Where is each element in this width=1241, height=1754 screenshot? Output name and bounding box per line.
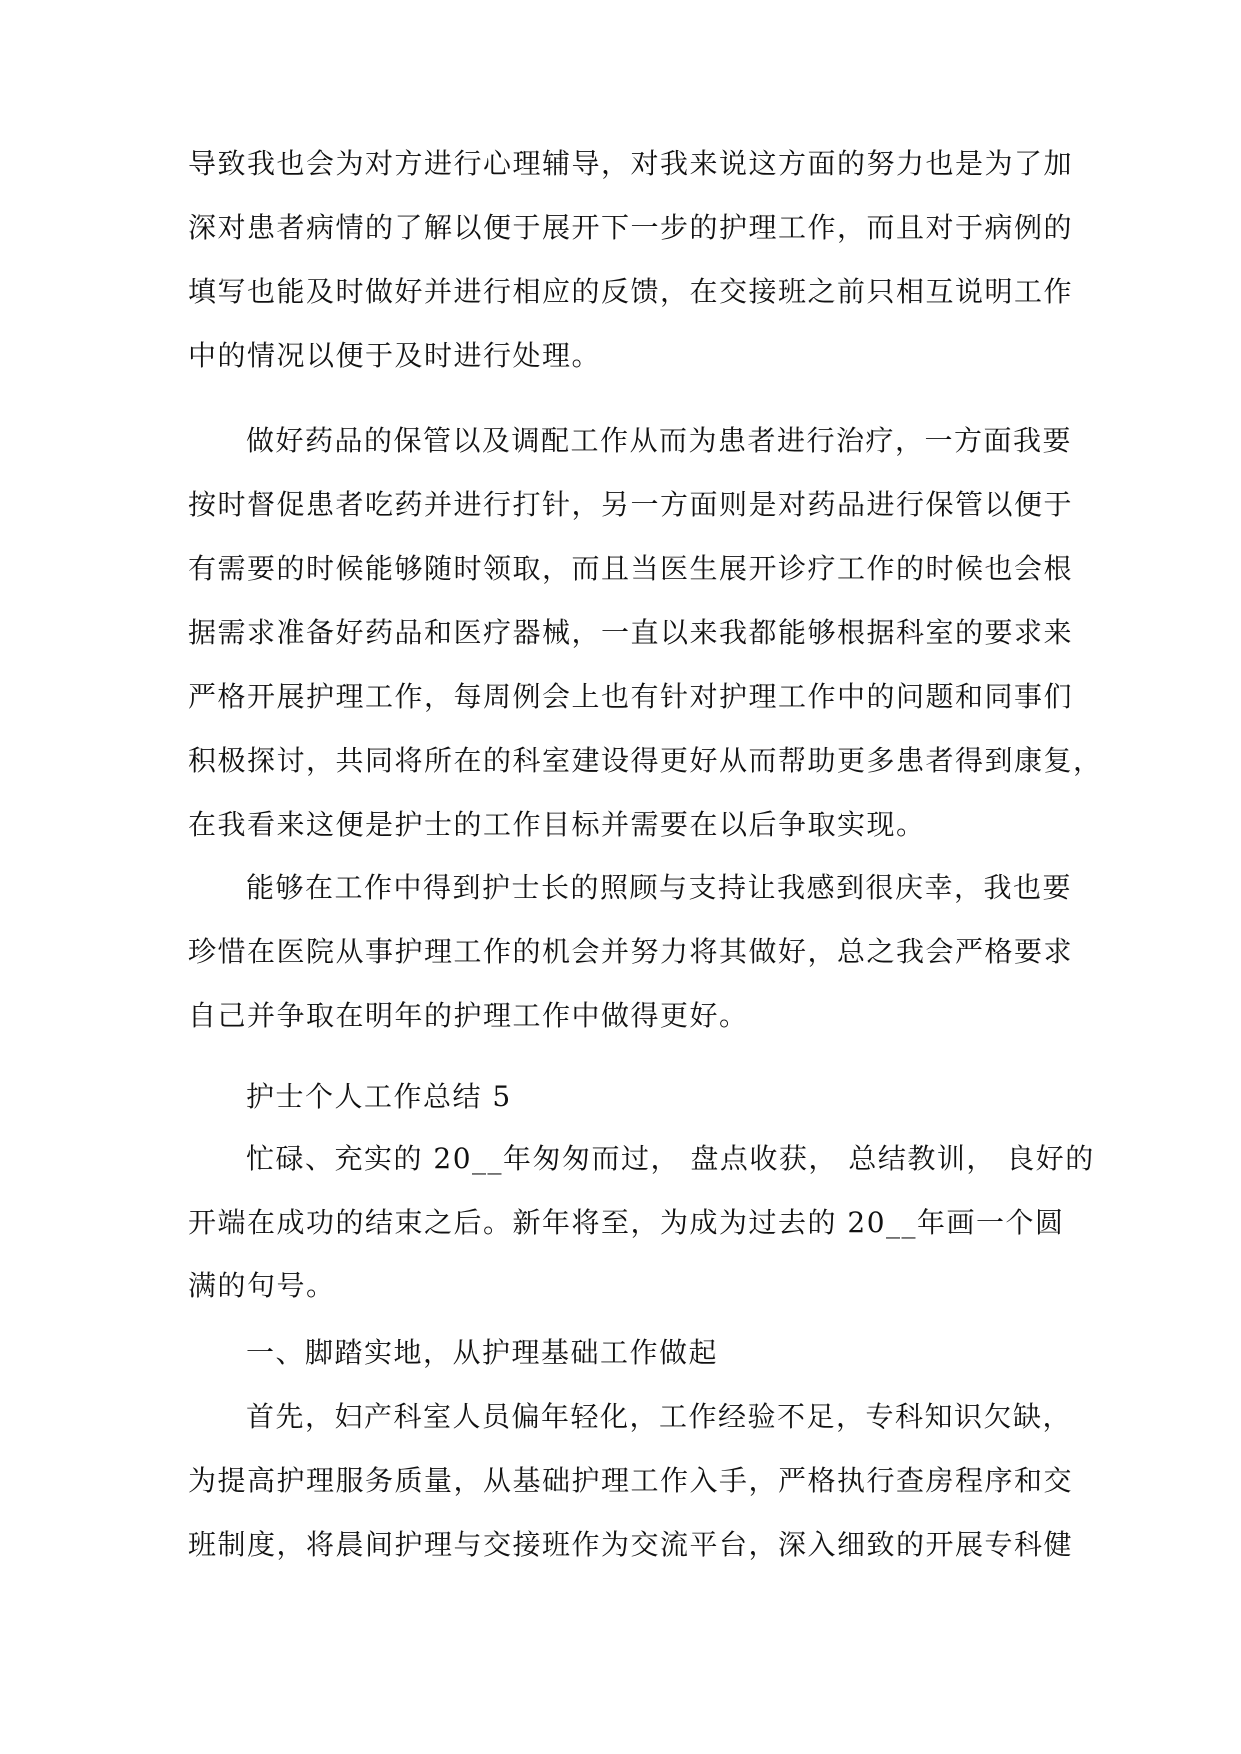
text-line: 满的句号。 (188, 1269, 336, 1302)
text-line: 严格开展护理工作，每周例会上也有针对护理工作中的问题和同事们 (188, 680, 1074, 713)
text-line: 做好药品的保管以及调配工作从而为患者进行治疗，一方面我要 (246, 424, 1073, 457)
text-line: 自己并争取在明年的护理工作中做得更好。 (188, 999, 749, 1032)
section-heading: 一、脚踏实地，从护理基础工作做起 (246, 1336, 719, 1369)
text-line: 开端在成功的结束之后。新年将至，为成为过去的 20__年画一个圆 (188, 1206, 1065, 1239)
text-line: 为提高护理服务质量，从基础护理工作入手，严格执行查房程序和交 (188, 1464, 1074, 1497)
text-line: 深对患者病情的了解以便于展开下一步的护理工作，而且对于病例的 (188, 211, 1074, 244)
text-line: 班制度，将晨间护理与交接班作为交流平台，深入细致的开展专科健 (188, 1528, 1074, 1561)
text-line: 填写也能及时做好并进行相应的反馈，在交接班之前只相互说明工作 (188, 275, 1074, 308)
text-line: 忙碌、充实的 20__年匆匆而过， 盘点收获， 总结教训， 良好的 (246, 1142, 1095, 1175)
text-line: 首先，妇产科室人员偏年轻化，工作经验不足，专科知识欠缺， (246, 1400, 1073, 1433)
text-line: 珍惜在医院从事护理工作的机会并努力将其做好，总之我会严格要求 (188, 935, 1074, 968)
section-heading: 护士个人工作总结 5 (246, 1080, 512, 1113)
text-line: 积极探讨，共同将所在的科室建设得更好从而帮助更多患者得到康复， (188, 744, 1103, 777)
text-line: 导致我也会为对方进行心理辅导，对我来说这方面的努力也是为了加 (188, 147, 1074, 180)
text-line: 有需要的时候能够随时领取，而且当医生展开诊疗工作的时候也会根 (188, 552, 1074, 585)
text-line: 在我看来这便是护士的工作目标并需要在以后争取实现。 (188, 808, 926, 841)
text-line: 中的情况以便于及时进行处理。 (188, 339, 602, 372)
text-line: 据需求准备好药品和医疗器械，一直以来我都能够根据科室的要求来 (188, 616, 1074, 649)
text-line: 能够在工作中得到护士长的照顾与支持让我感到很庆幸，我也要 (246, 871, 1073, 904)
text-line: 按时督促患者吃药并进行打针，另一方面则是对药品进行保管以便于 (188, 488, 1074, 521)
